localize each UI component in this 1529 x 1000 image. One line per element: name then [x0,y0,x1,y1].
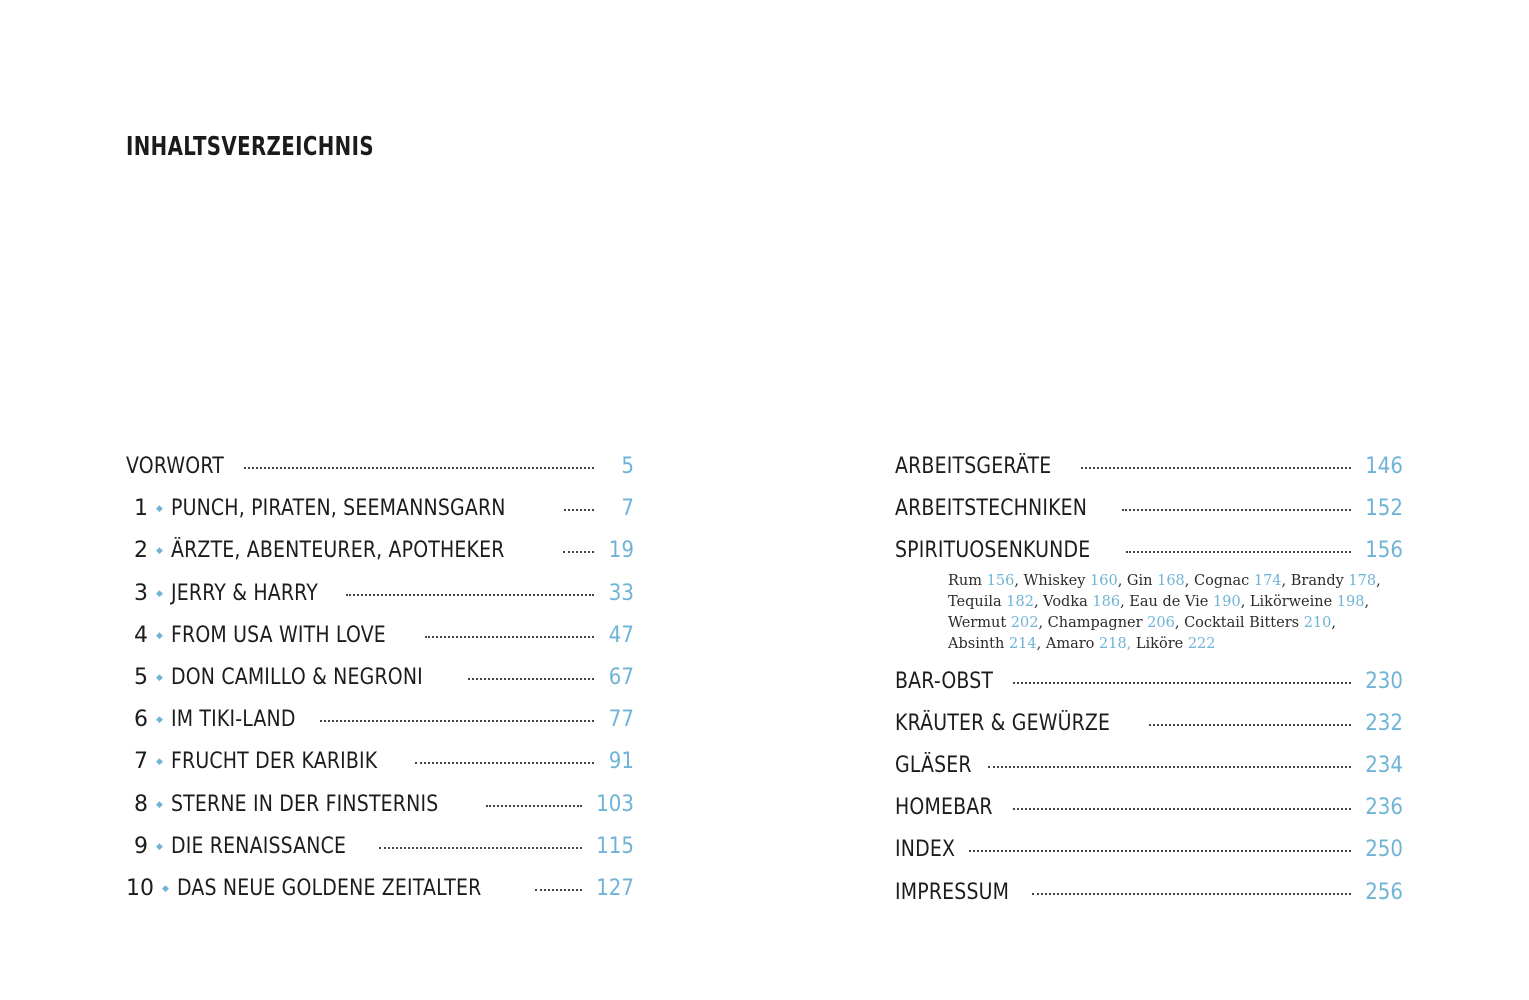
subentry-page: 214 [1008,635,1037,652]
subentry-text: , Likörweine [1240,593,1337,610]
entry-label: DON CAMILLO & NEGRONI [171,664,423,690]
entry-label: IMPRESSUM [895,879,1010,905]
diamond-bullet-icon: ◆ [156,757,163,768]
page-number: 236 [1365,795,1403,821]
dot-leader [415,760,594,764]
subentry-text: , Champagner [1038,614,1148,631]
subentry-line [948,571,1403,592]
toc-entry[interactable] [126,488,634,530]
dot-leader [1081,465,1351,469]
chapter-number: 1 [134,496,148,522]
toc-entry[interactable] [895,530,1403,572]
diamond-bullet-icon: ◆ [156,715,163,726]
diamond-bullet-icon: ◆ [156,630,163,641]
page-number: 47 [608,622,634,648]
page-number: 33 [608,580,634,606]
dot-leader [1032,891,1351,895]
page-number: 67 [608,664,634,690]
entry-label: ARBEITSTECHNIKEN [895,496,1088,522]
toc-entry[interactable] [126,826,634,868]
toc-entry[interactable] [126,530,634,572]
diamond-bullet-icon: ◆ [162,883,169,894]
subentry-page: 190 [1213,593,1241,610]
toc-entry[interactable] [126,657,634,699]
dot-leader [1149,722,1351,726]
subentry-text: Tequila [948,593,1007,610]
subentry-text: Wermut [948,614,1011,631]
entry-label: DAS NEUE GOLDENE ZEITALTER [177,875,482,901]
page-number: 7 [621,496,634,522]
spirituosen-subentries [948,571,1403,655]
entry-label: IM TIKI-LAND [171,707,296,733]
entry-label: FROM USA WITH LOVE [171,622,386,648]
subentry-page: 198 [1336,593,1365,610]
diamond-bullet-icon: ◆ [156,672,163,683]
entry-label: VORWORT [126,454,225,479]
diamond-bullet-icon: ◆ [156,546,163,557]
dot-leader [486,803,582,807]
chapter-number: 9 [134,833,148,859]
subentry-page: 222 [1187,635,1216,652]
subentry-page: 202 [1010,614,1039,631]
chapter-number: 8 [134,791,148,817]
dot-leader [379,845,582,849]
page-number: 230 [1365,668,1403,694]
page-number: 19 [608,538,634,564]
subentry-page: 186 [1092,593,1121,610]
entry-label: ÄRZTE, ABENTEURER, APOTHEKER [171,538,505,564]
page-number: 127 [596,875,634,901]
toc-entry[interactable] [895,872,1403,914]
toc-entry[interactable] [895,661,1403,703]
page-number: 5 [621,454,634,479]
dot-leader [468,676,594,680]
toc-entry[interactable] [126,784,634,826]
toc-appendix [895,446,1403,914]
entry-label: FRUCHT DER KARIBIK [171,749,378,775]
dot-leader [1013,680,1351,684]
entry-label: KRÄUTER & GEWÜRZE [895,710,1111,736]
page-number: 232 [1365,710,1403,736]
subentry-text: , Eau de Vie [1120,593,1213,610]
dot-leader [320,718,594,722]
dot-leader [244,465,594,469]
toc-entry[interactable] [126,573,634,615]
entry-label: INDEX [895,837,956,863]
toc-entry[interactable] [895,745,1403,787]
diamond-bullet-icon: ◆ [156,841,163,852]
chapter-number: 10 [126,875,154,901]
dot-leader [535,887,582,891]
entry-label: GLÄSER [895,752,972,778]
dot-leader [346,592,594,596]
subentry-text: , Vodka [1033,593,1093,610]
toc-entry[interactable] [895,829,1403,871]
toc-entry[interactable] [895,488,1403,530]
dot-leader [1013,806,1351,810]
page-number: 156 [1365,538,1403,564]
diamond-bullet-icon: ◆ [156,588,163,599]
entry-label: STERNE IN DER FINSTERNIS [171,791,439,817]
subentry-page: 210 [1303,614,1332,631]
dot-leader [425,634,594,638]
toc-entry[interactable] [126,446,634,488]
toc-entry[interactable] [126,868,634,910]
subentry-text: , Cognac [1184,572,1254,589]
subentry-text: , Gin [1117,572,1158,589]
subentry-line [948,592,1403,613]
entry-label: HOMEBAR [895,795,993,821]
subentry-text: , Brandy [1281,572,1349,589]
entry-label: PUNCH, PIRATEN, SEEMANNSGARN [171,496,506,522]
toc-entry[interactable] [895,703,1403,745]
chapter-number: 3 [134,580,148,606]
chapter-number: 5 [134,664,148,690]
subentry-line [948,634,1403,655]
dot-leader [1122,507,1351,511]
subentry-text: Absinth [948,635,1009,652]
page-number: 146 [1365,454,1403,479]
toc-chapters [126,446,634,910]
page-number: 91 [608,749,634,775]
subentry-text: , [1331,614,1336,631]
toc-entry[interactable] [126,699,634,741]
chapter-number: 7 [134,749,148,775]
dot-leader [563,549,594,553]
subentry-text: , Cocktail Bitters [1174,614,1304,631]
subentry-page: 206 [1147,614,1175,631]
page-number: 103 [596,791,634,817]
entry-label: DIE RENAISSANCE [171,833,347,859]
toc-entry[interactable] [126,741,634,783]
subentry-page: 178 [1348,572,1377,589]
subentry-page: 156 [986,572,1015,589]
chapter-number: 4 [134,622,148,648]
subentry-page: 218, [1099,635,1132,652]
page-number: 77 [608,707,634,733]
page-number: 250 [1365,837,1403,863]
subentry-page: 174 [1253,572,1282,589]
dot-leader [969,848,1351,852]
page-number: 256 [1365,879,1403,905]
toc-entry[interactable] [126,615,634,657]
subentry-text: , [1364,593,1370,610]
diamond-bullet-icon: ◆ [156,799,163,810]
chapter-number: 6 [134,707,148,733]
page-number: 234 [1365,752,1403,778]
entry-label: JERRY & HARRY [171,580,319,606]
dot-leader [564,507,594,511]
diamond-bullet-icon: ◆ [156,504,163,515]
subentry-text: , Amaro [1036,635,1099,652]
entry-label: SPIRITUOSENKUNDE [895,538,1091,564]
subentry-text: , Whiskey [1014,572,1091,589]
chapter-number: 2 [134,538,148,564]
toc-entry[interactable] [895,787,1403,829]
entry-label: BAR-OBST [895,668,994,694]
subentry-text: , [1376,572,1381,589]
subentry-text: Liköre [1131,635,1188,652]
page-title: INHALTSVERZEICHNIS [126,132,374,162]
subentry-text: Rum [948,572,987,589]
subentry-page: 168 [1157,572,1185,589]
subentry-page: 160 [1090,572,1118,589]
dot-leader [1126,549,1351,553]
page-number: 115 [596,833,634,859]
page-number: 152 [1365,496,1403,522]
entry-label: ARBEITSGERÄTE [895,454,1052,479]
subentry-line [948,613,1403,634]
subentry-page: 182 [1006,593,1034,610]
dot-leader [988,764,1351,768]
toc-entry[interactable] [895,446,1403,488]
